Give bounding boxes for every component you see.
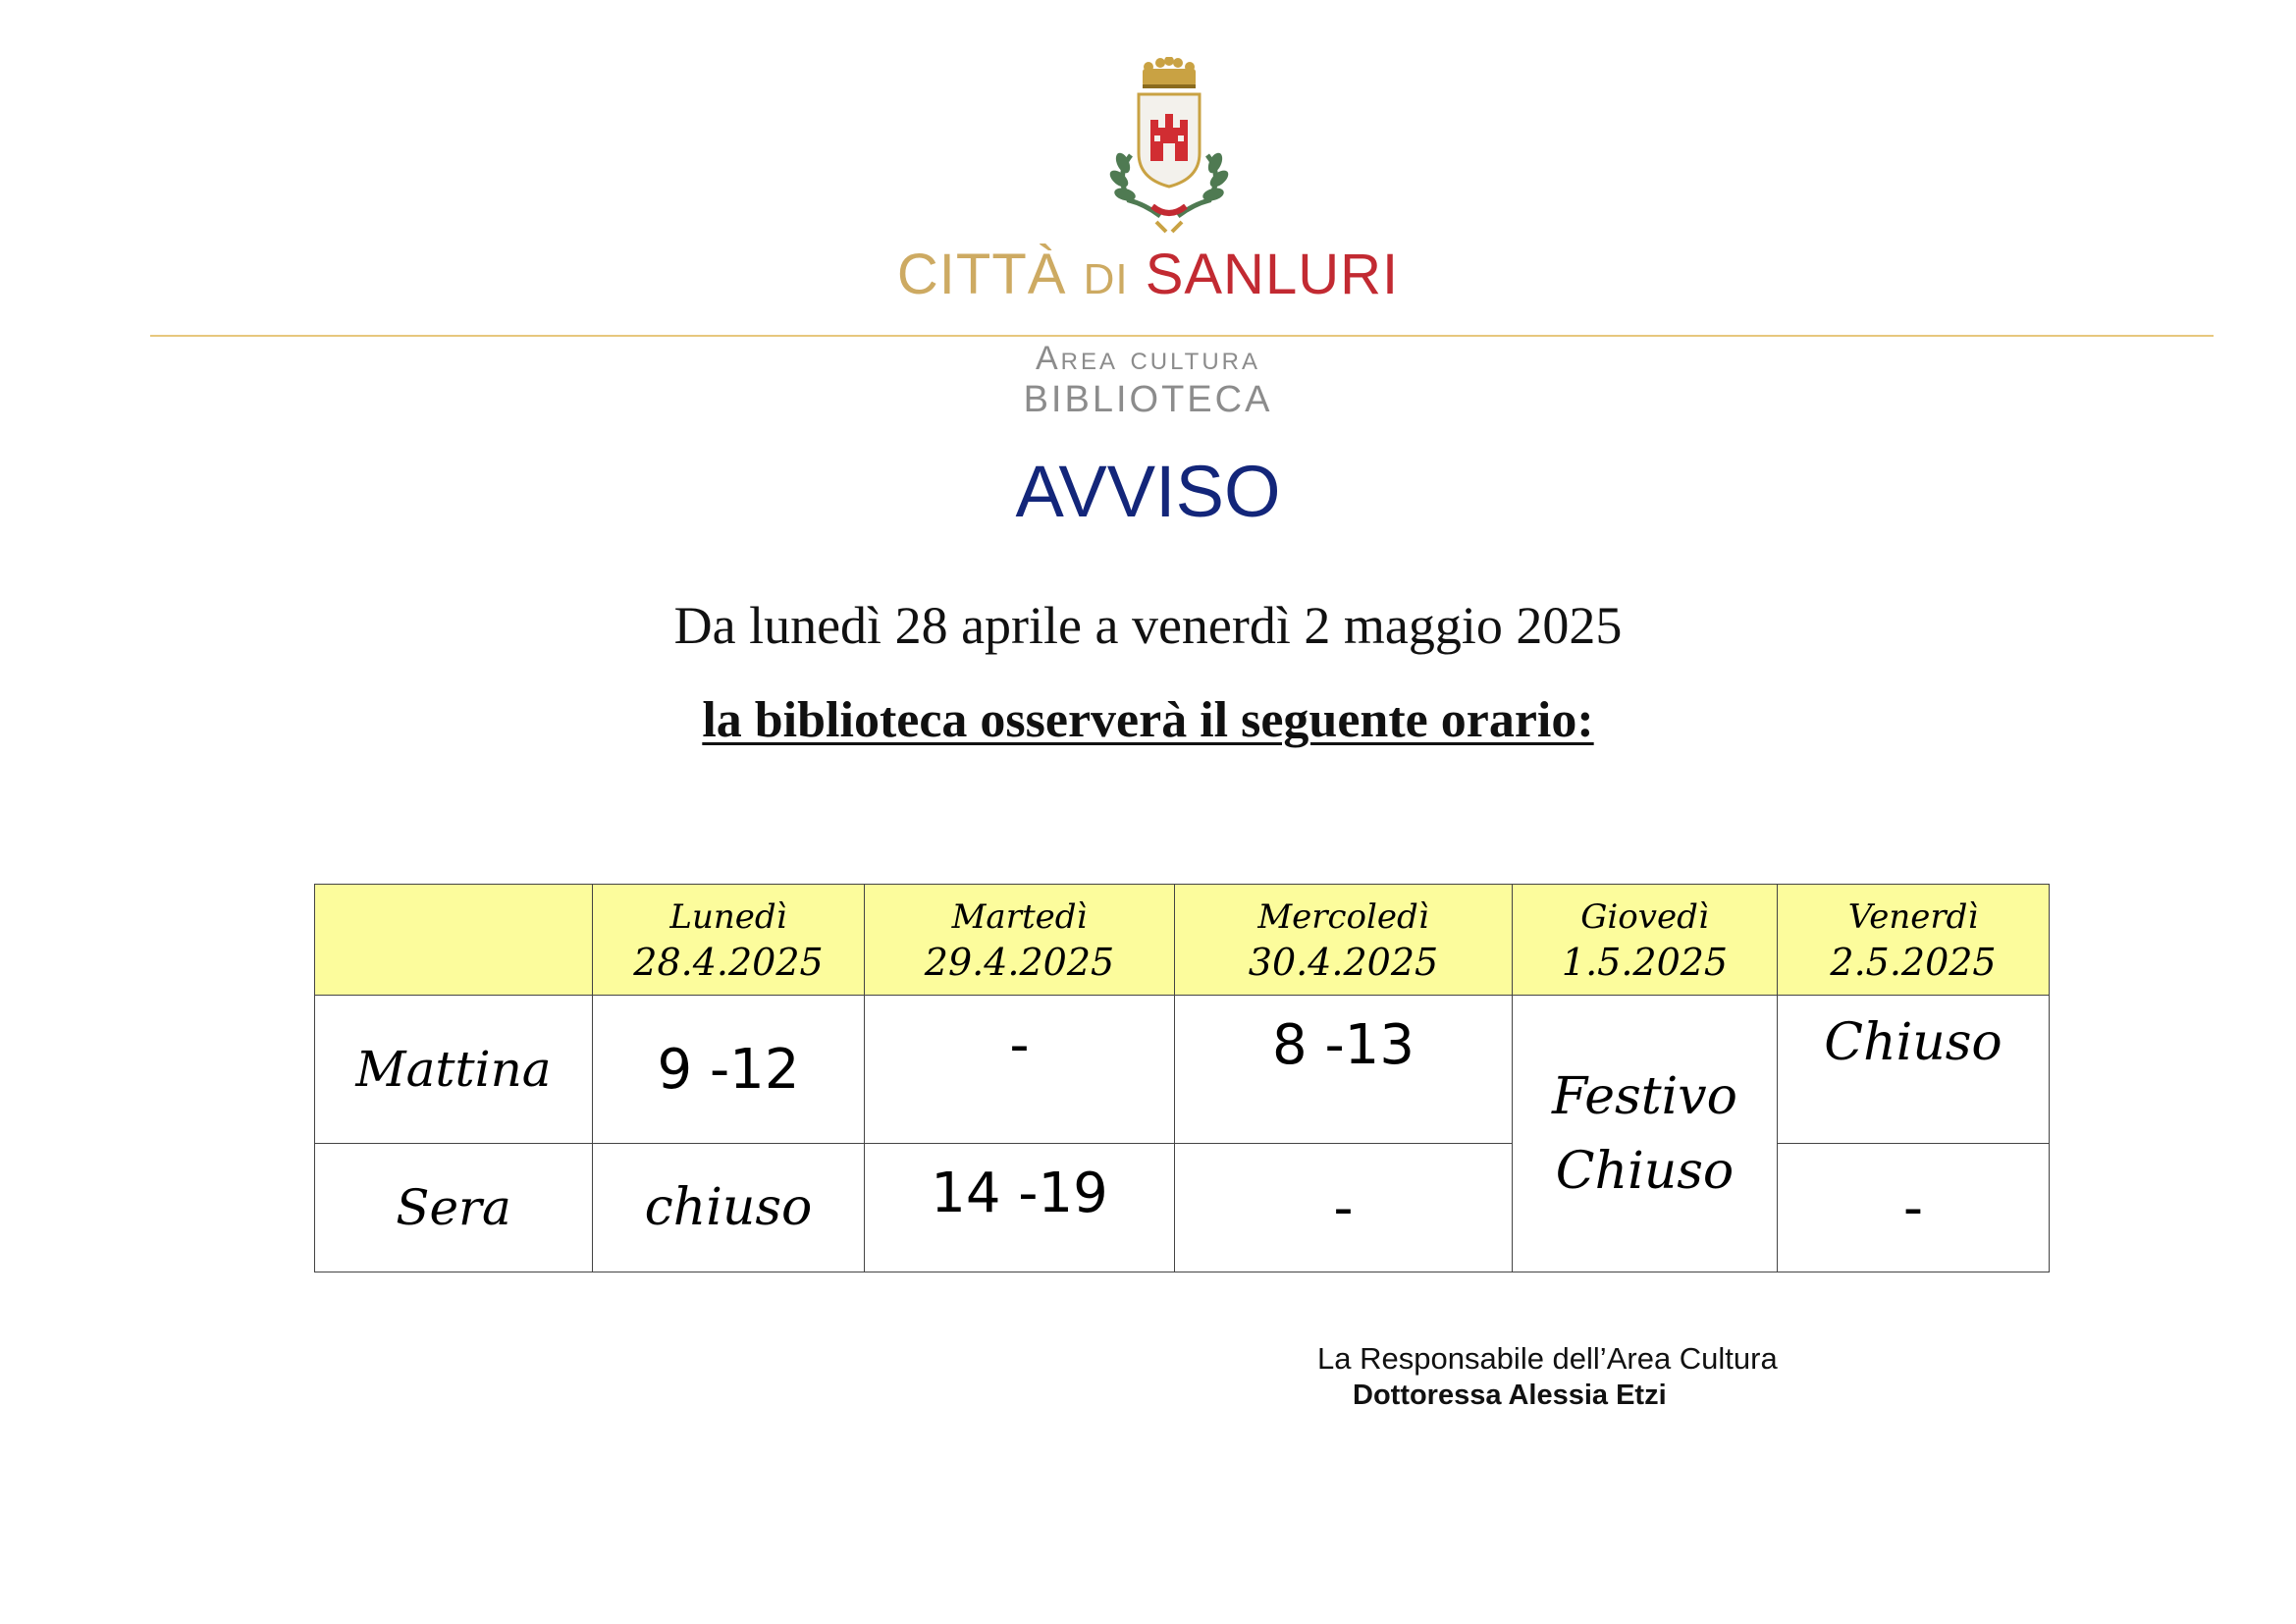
hours-cell: 8 -13 [1175, 996, 1513, 1144]
day-date: 28.4.2025 [633, 941, 824, 984]
hours-cell: - [1778, 1144, 2050, 1272]
day-name: Martedì [951, 897, 1088, 937]
row-label: Sera [315, 1144, 593, 1272]
hours-cell: 14 -19 [865, 1144, 1175, 1272]
day-name: Giovedì [1580, 897, 1709, 937]
city-prefix: CITTÀ [896, 243, 1067, 306]
city-di: DI [1083, 255, 1129, 303]
hours-cell: Chiuso [1778, 996, 2050, 1144]
department-label: BIBLIOTECA [1023, 379, 1273, 420]
day-header [1778, 885, 2050, 996]
day-name: Mercoledì [1257, 897, 1429, 937]
hours-cell: - [1175, 1144, 1513, 1272]
table-header-row [315, 885, 2050, 996]
holiday-cell [1513, 996, 1778, 1272]
day-header [1513, 885, 1778, 996]
area-label: Area cultura [1035, 340, 1261, 377]
city-name: SANLURI [1145, 243, 1400, 306]
hours-cell: - [865, 996, 1175, 1144]
hours-cell: chiuso [593, 1144, 865, 1272]
row-label: Mattina [315, 996, 593, 1144]
signature-name: Dottoressa Alessia Etzi [1353, 1380, 1667, 1411]
table-row-morning [315, 996, 2050, 1144]
corner-cell [315, 885, 593, 996]
holiday-line: Festivo [1552, 1066, 1737, 1126]
table-row-evening [315, 1144, 2050, 1272]
day-date: 1.5.2025 [1561, 941, 1729, 984]
header-divider [150, 335, 2214, 337]
day-header [593, 885, 865, 996]
notice-title: AVVISO [1015, 451, 1281, 532]
schedule-intro-text: la biblioteca osserverà il seguente orario: [702, 692, 1594, 748]
holiday-line: Chiuso [1555, 1141, 1735, 1201]
city-name-logotype [0, 242, 2296, 307]
hours-cell: 9 -12 [593, 996, 865, 1144]
day-name: Lunedì [669, 897, 787, 937]
opening-hours-table [314, 884, 2050, 1272]
day-name: Venerdì [1847, 897, 1979, 937]
day-header [865, 885, 1175, 996]
day-date: 2.5.2025 [1830, 941, 1997, 984]
signature-role: La Responsabile dell’Area Cultura [1317, 1341, 1778, 1376]
day-date: 30.4.2025 [1248, 941, 1439, 984]
notice-intro: Da lunedì 28 aprile a venerdì 2 maggio 2025 [673, 596, 1623, 655]
day-header [1175, 885, 1513, 996]
schedule-intro [0, 691, 2296, 749]
day-date: 29.4.2025 [924, 941, 1115, 984]
coat-of-arms-logo [1105, 57, 1233, 236]
